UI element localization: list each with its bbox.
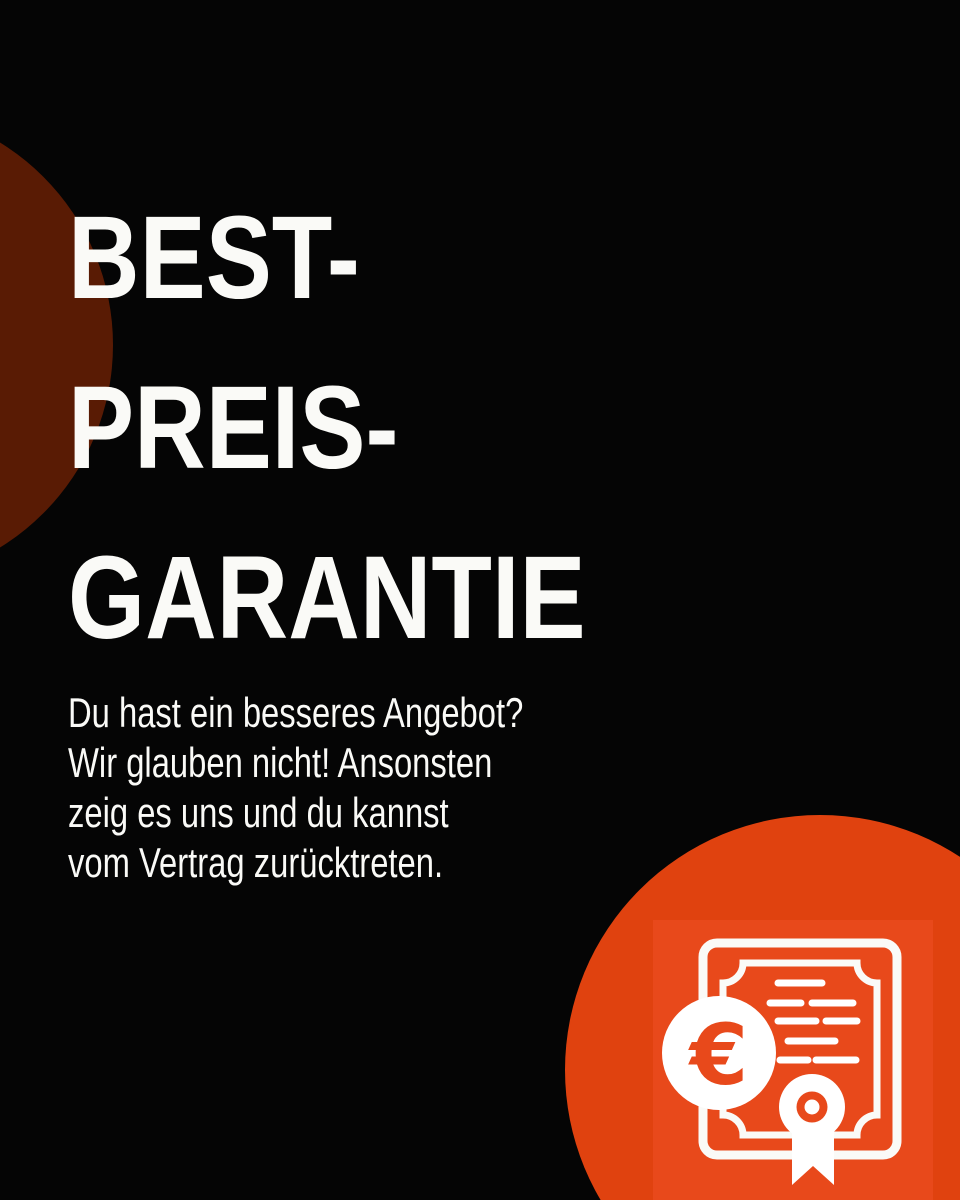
euro-certificate-icon — [653, 920, 933, 1200]
headline-line-1: BEST- — [68, 192, 360, 324]
euro-coin-icon — [662, 996, 776, 1110]
body-line-3: zeig es uns und du kannst — [68, 789, 449, 836]
body-copy — [68, 688, 523, 888]
headline-line-3: GARANTIE — [68, 532, 586, 664]
body-line-1: Du hast ein besseres Angebot? — [68, 689, 524, 736]
body-line-4: vom Vertrag zurücktreten. — [68, 839, 444, 886]
body-line-2: Wir glauben nicht! Ansonsten — [68, 739, 493, 786]
euro-symbol: € — [689, 1006, 749, 1104]
headline — [68, 173, 586, 683]
headline-line-2: PREIS- — [68, 362, 399, 494]
